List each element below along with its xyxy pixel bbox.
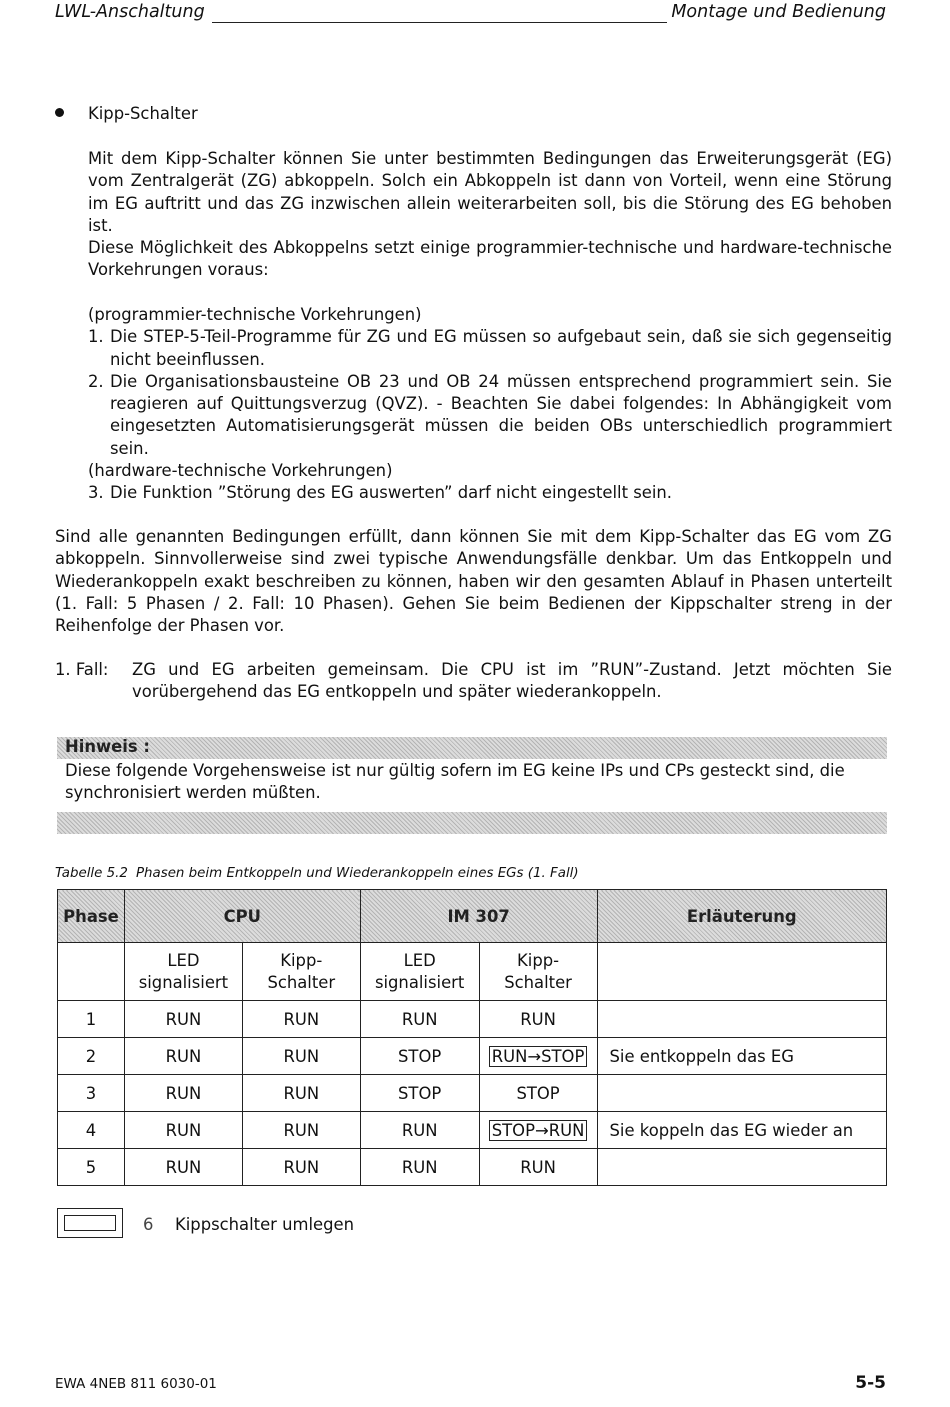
intro-p2: Diese Möglichkeit des Abkoppelns setzt einige programmier-technische und hardware-technische Vorkehrungen voraus: <box>88 238 892 280</box>
list-item-number: 2. <box>88 371 104 391</box>
col-header-erlaeuterung: Erläuterung <box>597 890 886 943</box>
cell-im-led: STOP <box>360 1038 479 1075</box>
table-row <box>58 1001 887 1038</box>
cell-cpu-kipp: RUN <box>242 1112 360 1149</box>
cell-phase: 2 <box>58 1038 125 1075</box>
note-footer-bar <box>57 812 887 834</box>
subheader-text: signalisiert <box>374 972 465 992</box>
subheader-cpu-kipp <box>242 943 360 1001</box>
subheader-text: LED <box>167 950 200 970</box>
intro-paragraph <box>88 148 892 282</box>
subheader-text: Kipp- <box>280 950 323 970</box>
requirements-list <box>88 304 892 505</box>
table-subheader-row <box>58 943 887 1001</box>
list-item-number: 1. <box>88 327 104 347</box>
cell-cpu-led: RUN <box>124 1149 242 1186</box>
subheader-empty <box>597 943 886 1001</box>
subheader-cpu-led <box>124 943 242 1001</box>
bullet-icon <box>55 108 64 117</box>
list-item-text: Die Funktion ”Störung des EG auswerten” darf nicht eingestellt sein. <box>110 483 672 503</box>
bullet-title: Kipp-Schalter <box>88 104 198 123</box>
cell-erlaeuterung: Sie entkoppeln das EG <box>597 1038 886 1075</box>
legend-number: 6 <box>143 1215 154 1234</box>
toggle-switch-legend-icon <box>57 1208 123 1238</box>
subheader-im-kipp <box>479 943 597 1001</box>
subheader-text: signalisiert <box>138 972 229 992</box>
table-header-row <box>58 890 887 943</box>
cell-phase: 4 <box>58 1112 125 1149</box>
cell-phase: 5 <box>58 1149 125 1186</box>
list-item <box>88 326 892 371</box>
table-caption-number: Tabelle 5.2 <box>55 866 128 881</box>
cell-erlaeuterung <box>597 1001 886 1038</box>
header-chapter-title: Montage und Bedienung <box>671 2 886 22</box>
subheader-text: LED <box>403 950 436 970</box>
cell-im-led: RUN <box>360 1112 479 1149</box>
switch-action-box: STOP→RUN <box>489 1120 588 1141</box>
cell-cpu-led: RUN <box>124 1112 242 1149</box>
subheader-text: Schalter <box>267 972 336 992</box>
table-row <box>58 1112 887 1149</box>
table-row <box>58 1149 887 1186</box>
note-label: Hinweis : <box>65 737 150 756</box>
cell-cpu-kipp: RUN <box>242 1001 360 1038</box>
footer-document-id: EWA 4NEB 811 6030-01 <box>55 1376 217 1392</box>
cell-erlaeuterung <box>597 1075 886 1112</box>
footer-page-number: 5-5 <box>855 1373 886 1393</box>
cell-im-led: RUN <box>360 1001 479 1038</box>
legend-inner-box <box>64 1215 116 1231</box>
subheader-empty <box>58 943 125 1001</box>
cell-im-led: STOP <box>360 1075 479 1112</box>
cell-cpu-kipp: RUN <box>242 1149 360 1186</box>
col-header-im307: IM 307 <box>360 890 597 943</box>
note-text: Diese folgende Vorgehensweise ist nur gültig sofern im EG keine IPs und CPs gesteckt sind, die synchronisiert werden müßten. <box>65 761 845 803</box>
cell-im-kipp <box>479 1038 597 1075</box>
legend-text: Kippschalter umlegen <box>175 1215 354 1234</box>
cell-im-kipp: RUN <box>479 1001 597 1038</box>
list-item-number: 3. <box>88 483 104 503</box>
subheader-text: Kipp- <box>517 950 560 970</box>
col-header-phase: Phase <box>58 890 125 943</box>
cell-im-kipp: STOP <box>479 1075 597 1112</box>
subheader-text: Schalter <box>504 972 572 992</box>
phase-table <box>57 889 887 1186</box>
note-header-bar <box>57 737 887 759</box>
hw-heading: (hardware-technische Vorkehrungen) <box>88 461 393 481</box>
cell-erlaeuterung: Sie koppeln das EG wieder an <box>597 1112 886 1149</box>
cell-cpu-led: RUN <box>124 1075 242 1112</box>
cell-erlaeuterung <box>597 1149 886 1186</box>
list-item <box>88 482 892 504</box>
cell-phase: 1 <box>58 1001 125 1038</box>
table-row <box>58 1038 887 1075</box>
cell-cpu-kipp: RUN <box>242 1075 360 1112</box>
table-row <box>58 1075 887 1112</box>
fall-description: ZG und EG arbeiten gemeinsam. Die CPU ist im ”RUN”-Zustand. Jetzt möchten Sie vorübergehend das EG entkoppeln und später wiederankoppeln. <box>132 660 892 702</box>
cell-im-led: RUN <box>360 1149 479 1186</box>
header-rule <box>212 22 667 23</box>
list-item-text: Die STEP-5-Teil-Programme für ZG und EG müssen so aufgebaut sein, daß sie sich gegenseitig nicht beeinflussen. <box>110 327 892 369</box>
subheader-im-led <box>360 943 479 1001</box>
table-caption-title: Phasen beim Entkoppeln und Wiederankoppeln eines EGs (1. Fall) <box>135 866 579 881</box>
fall-label: 1. Fall: <box>55 660 109 679</box>
col-header-cpu: CPU <box>124 890 360 943</box>
cell-cpu-led: RUN <box>124 1001 242 1038</box>
table-caption <box>55 866 579 881</box>
header-section-title: LWL-Anschaltung <box>55 2 205 22</box>
cell-im-kipp <box>479 1112 597 1149</box>
intro-p1: Mit dem Kipp-Schalter können Sie unter bestimmten Bedingungen das Erweiterungsgerät (EG) vom Zentralgerät (ZG) abkoppeln. Solch ein Abkoppeln ist dann von Vorteil, wenn eine Störung im EG auftritt und das ZG inzwischen allein weiterarbeiten soll, bis die Störung des EG behoben ist. <box>88 149 892 235</box>
cell-cpu-led: RUN <box>124 1038 242 1075</box>
prog-heading: (programmier-technische Vorkehrungen) <box>88 305 422 324</box>
list-item-text: Die Organisationsbausteine OB 23 und OB 24 müssen entsprechend programmiert sein. Sie reagieren auf Quittungsverzug (QVZ). - Beachten Sie dabei folgendes: In Abhängigkeit vom eingesetzten Automatisierungsgerät müssen die beiden OBs unterschiedlich programmiert sein. <box>110 371 892 458</box>
list-item <box>88 371 892 460</box>
cell-phase: 3 <box>58 1075 125 1112</box>
switch-action-box: RUN→STOP <box>489 1046 588 1067</box>
cell-im-kipp: RUN <box>479 1149 597 1186</box>
conditions-paragraph: Sind alle genannten Bedingungen erfüllt, dann können Sie mit dem Kipp-Schalter das EG vom ZG abkoppeln. Sinnvollerweise sind zwei typische Anwendungsfälle denkbar. Um das Entkoppeln und Wiederankoppeln exakt beschreiben zu können, haben wir den gesamten Ablauf in Phasen unterteilt (1. Fall: 5 Phasen / 2. Fall: 10 Phasen). Gehen Sie beim Bedienen der Kippschalter streng in der Reihenfolge der Phasen vor. <box>55 527 892 636</box>
cell-cpu-kipp: RUN <box>242 1038 360 1075</box>
